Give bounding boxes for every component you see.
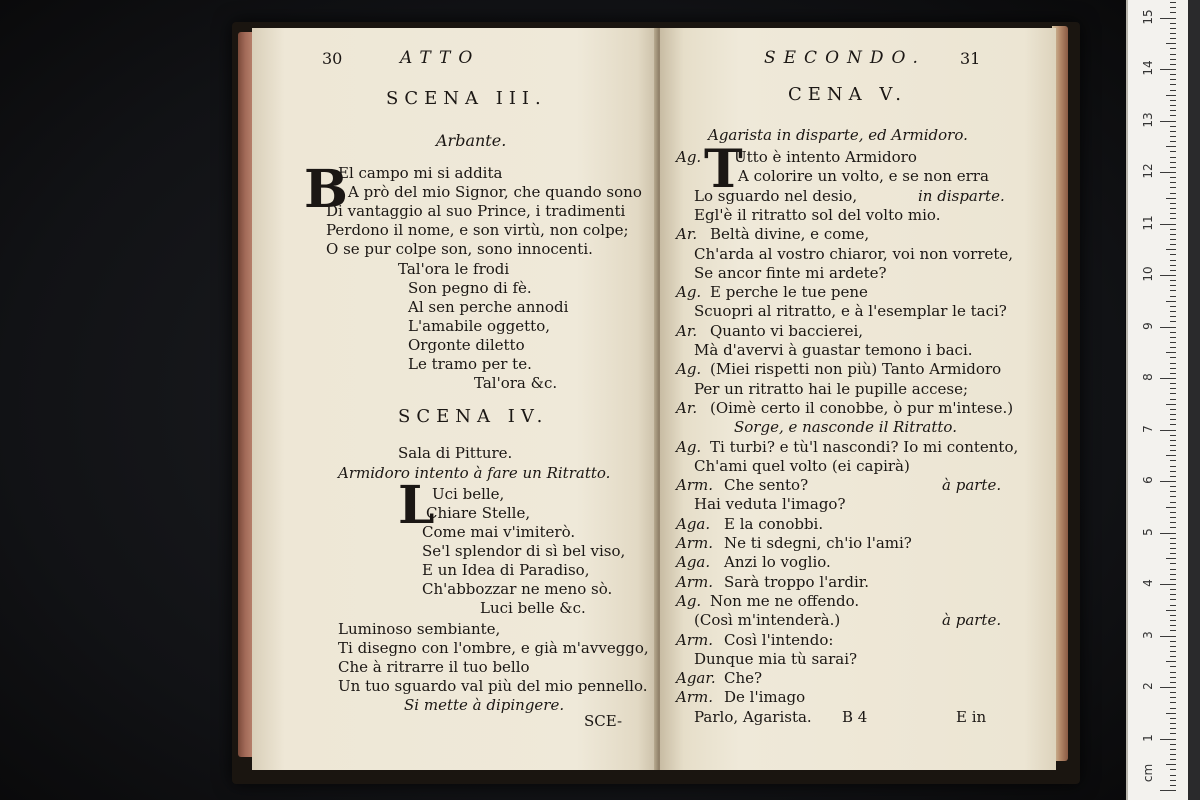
ruler-tick [1170,239,1176,240]
ruler-tick [1170,270,1176,271]
verse-line: Di vantaggio al suo Prince, i tradimenti [326,202,626,220]
ruler-tick [1170,502,1176,503]
ruler-tick [1170,321,1176,322]
ruler-tick [1170,692,1176,693]
ruler-tick [1170,697,1176,698]
ruler-tick [1170,373,1176,374]
verse-line: Se ancor finte mi ardete? [694,264,887,282]
ruler-tick [1170,290,1176,291]
ruler-tick [1170,769,1176,770]
ruler-tick [1166,661,1176,662]
ruler-tick [1170,440,1176,441]
ruler-number: 14 [1141,60,1155,76]
ruler-number: 10 [1141,266,1155,282]
ruler-number: 4 [1141,579,1155,587]
ruler-tick [1170,445,1176,446]
ruler-tick [1170,589,1176,590]
speaker-abbrev: Ar. [676,399,698,417]
ruler-tick [1170,538,1176,539]
ruler-tick [1170,260,1176,261]
ruler-tick [1170,718,1176,719]
ruler-tick [1160,790,1176,791]
ruler-tick [1170,115,1176,116]
ruler-tick [1166,455,1176,456]
ruler-tick [1170,548,1176,549]
ruler-tick [1170,563,1176,564]
ruler-tick [1170,306,1176,307]
ruler-tick [1170,419,1176,420]
ruler-tick [1170,641,1176,642]
signature-mark: B 4 [842,708,868,726]
verse-line: Ch'ami quel volto (ei capirà) [694,457,910,475]
verse-line: Uci belle, [432,485,505,503]
left-page [252,28,658,770]
verse-line: A colorire un volto, e se non erra [738,167,989,185]
verse-line: Come mai v'imiterò. [422,523,576,541]
speaker-abbrev: Arm. [676,476,713,494]
ruler-tick [1170,368,1176,369]
ruler-tick [1170,126,1176,127]
ruler-tick [1166,610,1176,611]
verse-line: Così l'intendo: [724,631,834,649]
verse-line: Ti turbi? e tù'l nascondi? Io mi contento, [710,438,1019,456]
ruler-tick [1170,7,1176,8]
ruler-tick [1170,244,1176,245]
ruler-number: 6 [1141,476,1155,484]
ruler-tick [1170,187,1176,188]
ruler-tick [1170,23,1176,24]
ruler-tick [1166,352,1176,353]
verse-line: E perche le tue pene [710,283,868,301]
speaker-name: Arbante. [436,131,507,150]
verse-line: Ti disegno con l'ombre, e già m'avveggo, [338,639,649,657]
verse-line: Ne ti sdegni, ch'io l'ami? [724,534,912,552]
ruler-tick [1170,100,1176,101]
ruler-tick [1170,574,1176,575]
ruler-tick [1160,172,1176,173]
ruler-tick [1170,677,1176,678]
ruler-tick [1170,203,1176,204]
ruler-tick [1160,378,1176,379]
verse-line: Non me ne offendo. [710,592,860,610]
ruler-tick [1170,311,1176,312]
ruler-tick [1170,435,1176,436]
ruler-tick [1170,254,1176,255]
ruler-tick [1170,728,1176,729]
verse-line: Beltà divine, e come, [710,225,870,243]
verse-line: Anzi lo voglio. [724,553,831,571]
speaker-abbrev: Ag. [676,438,702,456]
ruler-tick [1170,218,1176,219]
stage-direction: Si mette à dipingere. [404,696,565,714]
ruler-tick [1170,682,1176,683]
ruler-tick [1170,476,1176,477]
drop-cap: L [398,475,435,536]
speaker-abbrev: Ar. [676,225,698,243]
ruler-tick [1170,285,1176,286]
ruler-number: 8 [1141,373,1155,381]
ruler-number: 12 [1141,163,1155,179]
verse-line: A prò del mio Signor, che quando sono [348,183,642,201]
scene-title: SCENA III. [386,88,547,109]
ruler-tick [1170,48,1176,49]
ruler-tick [1170,656,1176,657]
ruler-number: 1 [1141,733,1155,742]
aside-direction: in disparte. [918,187,1005,205]
verse-line: Tal'ora le frodi [398,260,510,278]
verse-line: De l'imago [724,688,806,706]
ruler-tick [1160,69,1176,70]
ruler-tick [1170,605,1176,606]
ruler-tick [1166,764,1176,765]
verse-line: Le tramo per te. [408,355,532,373]
stage-direction: Agarista in disparte, ed Armidoro. [708,126,968,144]
verse-line: Quanto vi baccierei, [710,322,864,340]
ruler-tick [1170,28,1176,29]
ruler-tick [1160,636,1176,637]
verse-line: Per un ritratto hai le pupille accese; [694,380,969,398]
ruler-tick [1166,713,1176,714]
ruler-tick [1170,332,1176,333]
ruler-tick [1170,517,1176,518]
ruler-tick [1170,167,1176,168]
ruler-tick [1170,383,1176,384]
ruler-number: 11 [1141,214,1155,231]
scene-title: CENA V. [788,84,907,105]
ruler-tick [1170,615,1176,616]
speaker-abbrev: Ar. [676,322,698,340]
ruler-tick [1170,208,1176,209]
measuring-ruler [1126,0,1190,800]
verse-line: Parlo, Agarista. [694,708,812,726]
ruler-tick [1170,569,1176,570]
ruler-tick [1170,785,1176,786]
speaker-abbrev: Arm. [676,631,713,649]
ruler-tick [1170,363,1176,364]
ruler-tick [1160,18,1176,19]
ruler-tick [1170,744,1176,745]
verse-line: E un Idea di Paradiso, [422,561,590,579]
speaker-abbrev: Ag. [676,592,702,610]
ruler-tick [1170,646,1176,647]
verse-line: Che sento? [724,476,809,494]
ruler-tick [1160,739,1176,740]
ruler-tick [1170,672,1176,673]
ruler-tick [1170,38,1176,39]
verse-line: Hai veduta l'imago? [694,495,846,513]
ruler-tick [1170,357,1176,358]
ruler-tick [1170,131,1176,132]
ruler-tick [1170,749,1176,750]
verse-line: Orgonte diletto [408,336,525,354]
verse-line: (Oimè certo il conobbe, ò pur m'intese.) [710,399,1014,417]
ruler-tick [1170,651,1176,652]
drop-cap: B [304,159,348,220]
ruler-tick [1170,780,1176,781]
ruler-tick [1170,620,1176,621]
ruler-tick [1170,2,1176,3]
speaker-abbrev: Arm. [676,688,713,706]
verse-line: Mà d'avervi à guastar temono i baci. [694,341,973,359]
page-number: 31 [960,49,981,68]
speaker-abbrev: Ag. [676,283,702,301]
ruler-tick [1170,342,1176,343]
ruler-tick [1170,74,1176,75]
verse-line: Dunque mia tù sarai? [694,650,858,668]
ruler-tick [1160,533,1176,534]
ruler-tick [1166,507,1176,508]
ruler-tick [1170,213,1176,214]
ruler-tick [1170,12,1176,13]
ruler-tick [1170,491,1176,492]
verse-line: Che à ritrarre il tuo bello [338,658,530,676]
speaker-abbrev: Arm. [676,573,713,591]
ruler-number: 5 [1141,527,1155,536]
ruler-tick [1170,182,1176,183]
verse-line: Al sen perche annodi [408,298,569,316]
ruler-tick [1170,84,1176,85]
ruler-tick [1170,59,1176,60]
ruler-tick [1170,527,1176,528]
ruler-tick [1170,79,1176,80]
speaker-abbrev: Ag. [676,148,702,166]
ruler-tick [1170,702,1176,703]
speaker-abbrev: Ag. [676,360,702,378]
verse-line: Lo sguardo nel desio, [694,187,858,205]
ruler-tick [1170,775,1176,776]
ruler-tick [1170,759,1176,760]
ruler-tick [1166,249,1176,250]
verse-line: El campo mi si addita [338,164,503,182]
catchword: SCE- [584,712,623,730]
ruler-tick [1170,486,1176,487]
verse-line: Utto è intento Armidoro [734,148,917,166]
ruler-tick [1170,708,1176,709]
ruler-tick [1170,496,1176,497]
speaker-abbrev: Aga. [676,553,711,571]
ruler-tick [1170,229,1176,230]
verse-line: Sarà troppo l'ardir. [724,573,870,591]
ruler-tick [1166,43,1176,44]
running-head: ATTO [400,48,481,68]
ruler-tick [1170,265,1176,266]
verse-line: Se'l splendor di sì bel viso, [422,542,626,560]
ruler-tick [1170,414,1176,415]
ruler-number: 3 [1141,630,1155,639]
page-number: 30 [322,49,343,68]
verse-line: Ch'abbozzar ne meno sò. [422,580,613,598]
ruler-unit: cm [1141,763,1155,783]
ruler-tick [1170,424,1176,425]
verse-line: Perdono il nome, e son virtù, non colpe; [326,221,629,239]
ruler-tick [1170,90,1176,91]
ruler-tick [1170,136,1176,137]
ruler-tick [1170,105,1176,106]
scene-title: SCENA IV. [398,406,549,427]
ruler-tick [1160,327,1176,328]
verse-line: Luminoso sembiante, [338,620,501,638]
speaker-abbrev: Aga. [676,515,711,533]
ruler-number: 13 [1141,111,1155,128]
ruler-tick [1166,146,1176,147]
ruler-tick [1170,177,1176,178]
verse-line: L'amabile oggetto, [408,317,551,335]
ruler-tick [1170,193,1176,194]
verse-line: Egl'è il ritratto sol del volto mio. [694,206,941,224]
ruler-tick [1170,666,1176,667]
ruler-number: 15 [1141,8,1155,25]
ruler-tick [1160,430,1176,431]
ruler-tick [1170,723,1176,724]
verse-line: Ch'arda al vostro chiaror, voi non vorrete, [694,245,1014,263]
ruler-tick [1166,95,1176,96]
ruler-tick [1166,558,1176,559]
stage-direction: Sorge, e nasconde il Ritratto. [734,418,957,436]
ruler-tick [1170,754,1176,755]
ruler-tick [1170,450,1176,451]
ruler-tick [1170,522,1176,523]
ruler-tick [1160,275,1176,276]
speaker-abbrev: Arm. [676,534,713,552]
ruler-tick [1166,404,1176,405]
ruler-tick [1170,388,1176,389]
verse-line: Scuopri al ritratto, e à l'esemplar le taci? [694,302,1007,320]
ruler-tick [1166,301,1176,302]
verse-line: Un tuo sguardo val più del mio pennello. [338,677,648,695]
ruler-tick [1170,466,1176,467]
speaker-abbrev: Agar. [676,669,716,687]
ruler-tick [1170,553,1176,554]
ruler-tick [1170,594,1176,595]
verse-line: Tal'ora &c. [474,374,558,392]
aside-direction: à parte. [942,476,1002,494]
ruler-tick [1170,162,1176,163]
ruler-tick [1170,54,1176,55]
ruler-tick [1170,630,1176,631]
ruler-tick [1170,471,1176,472]
aside-direction: à parte. [942,611,1002,629]
ruler-tick [1160,224,1176,225]
ruler-tick [1160,584,1176,585]
ruler-tick [1170,579,1176,580]
ruler-tick [1170,110,1176,111]
stage-direction: Armidoro intento à fare un Ritratto. [338,464,611,482]
ruler-tick [1170,347,1176,348]
verse-line: Che? [724,669,763,687]
ruler-tick [1170,33,1176,34]
catchword: E in [956,708,987,726]
ruler-tick [1170,512,1176,513]
ruler-tick [1170,625,1176,626]
ruler-tick [1160,121,1176,122]
ruler-tick [1170,460,1176,461]
verse-line: Son pegno di fè. [408,279,532,297]
ruler-tick [1170,141,1176,142]
ruler-number: 2 [1141,682,1155,690]
verse-line: E la conobbi. [724,515,824,533]
right-page [660,28,1056,770]
ruler-number: 7 [1141,424,1155,433]
ruler-tick [1170,409,1176,410]
ruler-edge [1188,0,1200,800]
ruler-tick [1170,234,1176,235]
ruler-tick [1160,481,1176,482]
running-head: SECONDO. [764,48,926,68]
ruler-tick [1170,64,1176,65]
ruler-tick [1170,316,1176,317]
ruler-tick [1170,296,1176,297]
ruler-number: 9 [1141,321,1155,330]
verse-line: O se pur colpe son, sono innocenti. [326,240,593,258]
ruler-tick [1170,599,1176,600]
ruler-tick [1170,733,1176,734]
ruler-tick [1166,198,1176,199]
ruler-tick [1170,393,1176,394]
ruler-tick [1170,337,1176,338]
ruler-tick [1170,157,1176,158]
ruler-tick [1170,543,1176,544]
ruler-tick [1170,399,1176,400]
ruler-tick [1160,687,1176,688]
verse-line: Luci belle &c. [480,599,586,617]
verse-line: (Miei rispetti non più) Tanto Armidoro [710,360,1002,378]
verse-line: Chiare Stelle, [426,504,531,522]
verse-line: (Così m'intenderà.) [694,611,841,629]
drop-cap: T [704,139,743,200]
stage-setting: Sala di Pitture. [398,444,513,462]
ruler-tick [1170,280,1176,281]
ruler-tick [1170,151,1176,152]
